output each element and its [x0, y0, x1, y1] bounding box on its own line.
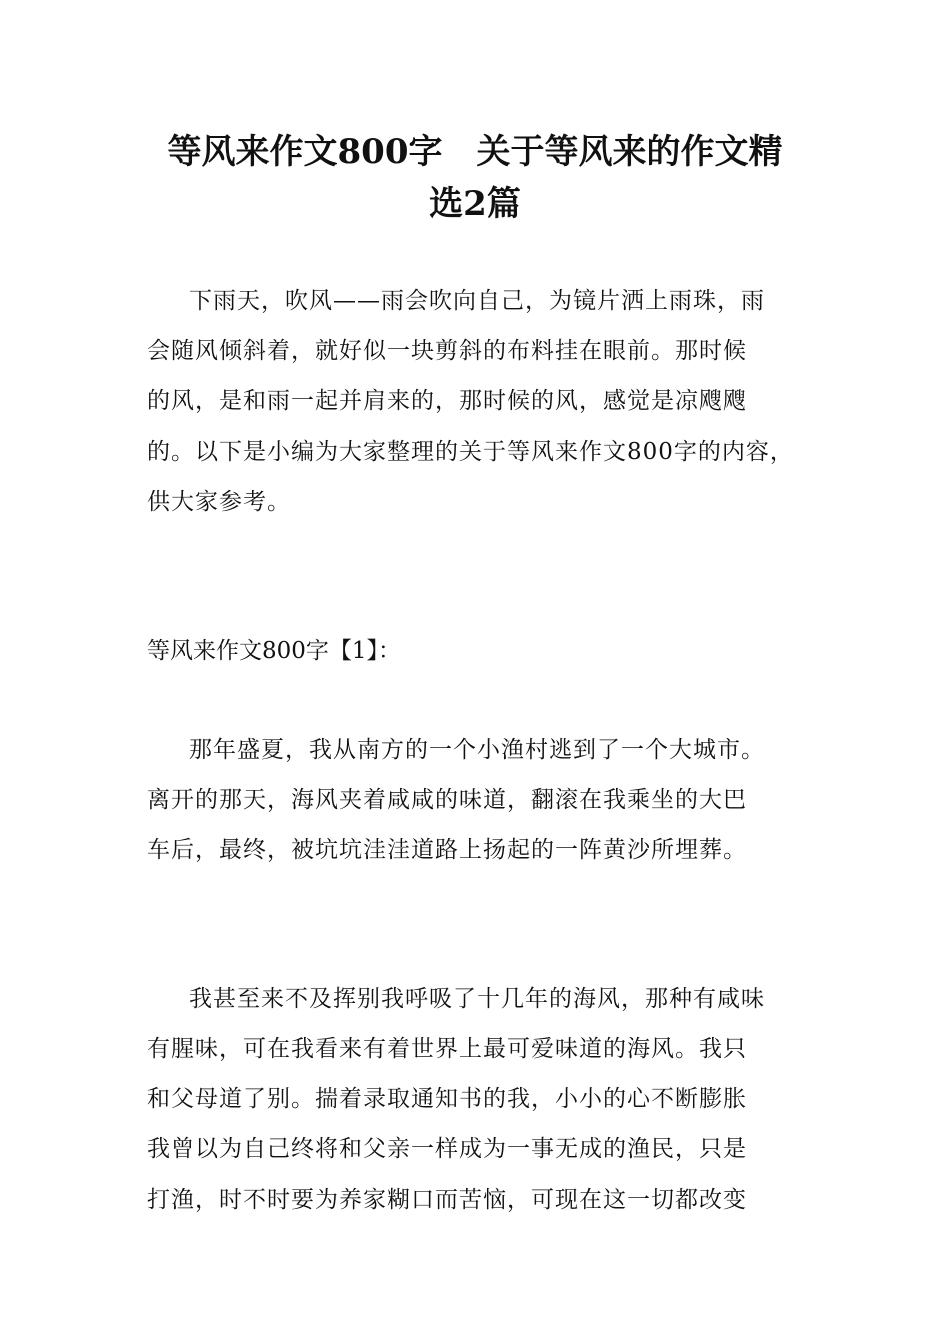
- intro-line: 会随风倾斜着，就好似一块剪斜的布料挂在眼前。那时候: [147, 338, 747, 364]
- paragraph-line: 那年盛夏，我从南方的一个小渔村逃到了一个大城市。: [189, 737, 765, 763]
- section-heading: 等风来作文800字【1】：: [147, 638, 402, 664]
- document-title-line-2: 选2篇: [429, 184, 521, 224]
- paragraph-line: 我甚至来不及挥别我呼吸了十几年的海风，那种有咸味: [189, 986, 765, 1012]
- intro-line: 的。以下是小编为大家整理的关于等风来作文800字的内容，: [147, 439, 794, 465]
- paragraph-line: 和父母道了别。揣着录取通知书的我，小小的心不断膨胀: [147, 1086, 747, 1112]
- intro-line: 下雨天，吹风——雨会吹向自己，为镜片洒上雨珠，雨: [189, 288, 765, 314]
- paragraph-line: 车后，最终，被坑坑洼洼道路上扬起的一阵黄沙所埋葬。: [147, 837, 747, 863]
- paragraph-line: 我曾以为自己终将和父亲一样成为一事无成的渔民，只是: [147, 1136, 747, 1162]
- paragraph-line: 打渔，时不时要为养家糊口而苦恼，可现在这一切都改变: [147, 1187, 747, 1213]
- paragraph-line: 有腥味，可在我看来有着世界上最可爱味道的海风。我只: [147, 1036, 747, 1062]
- intro-line: 的风，是和雨一起并肩来的，那时候的风，感觉是凉飕飕: [147, 388, 747, 414]
- intro-line: 供大家参考。: [147, 489, 291, 515]
- document-title-line-1: 等风来作文800字 关于等风来的作文精: [167, 132, 783, 172]
- paragraph-line: 离开的那天，海风夹着咸咸的味道，翻滚在我乘坐的大巴: [147, 787, 747, 813]
